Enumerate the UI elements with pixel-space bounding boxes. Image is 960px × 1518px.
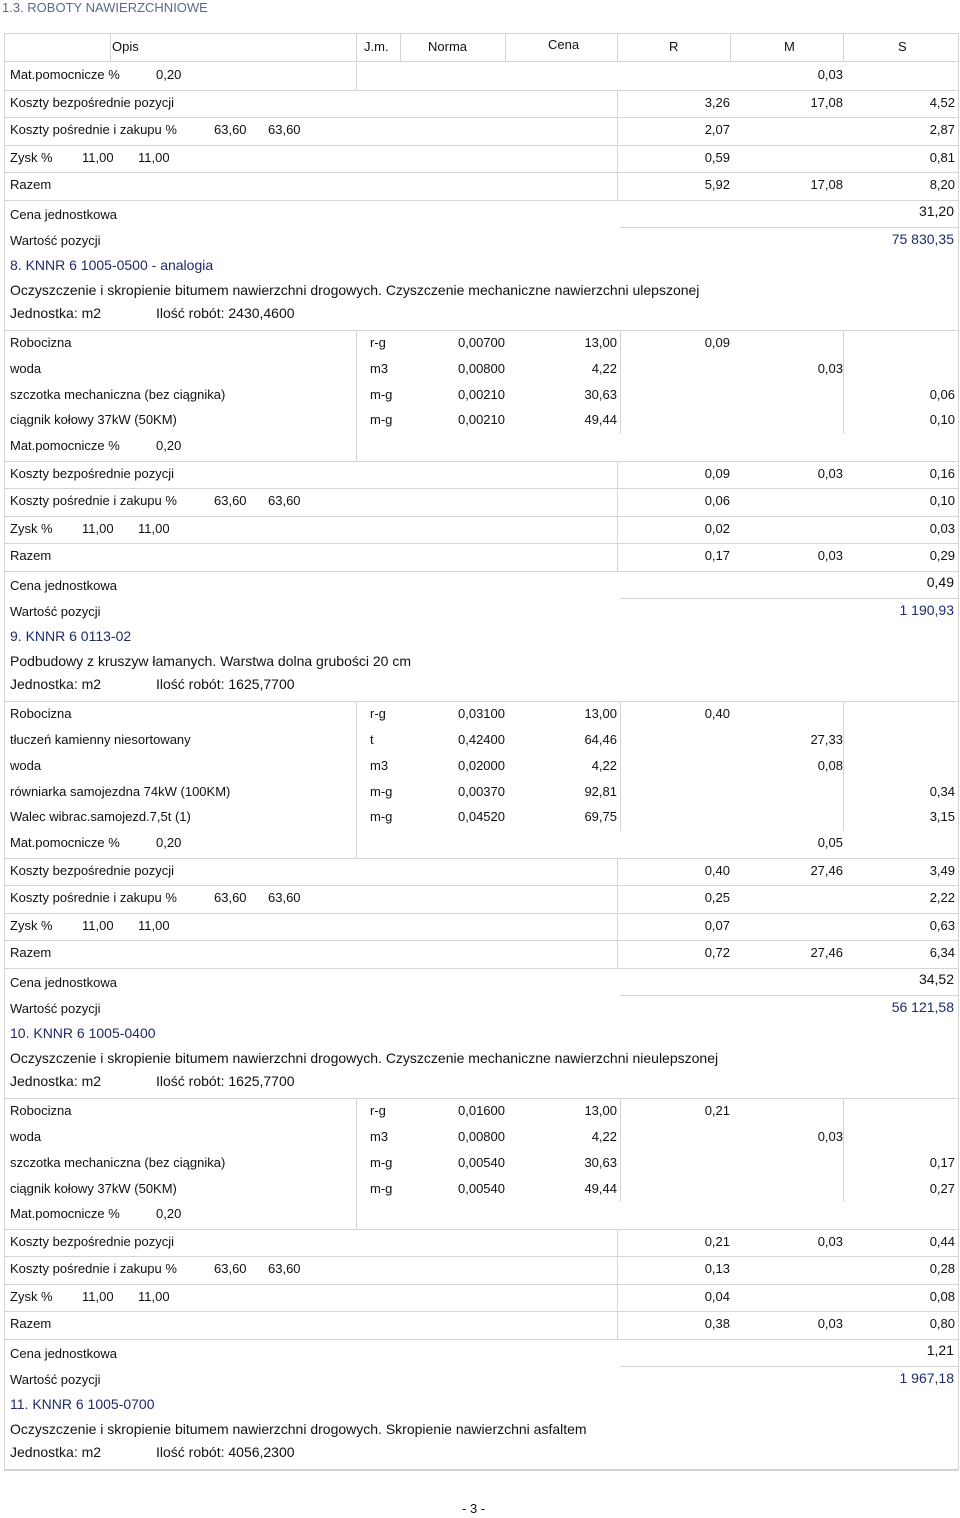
summary-label: Zysk % [10, 1288, 53, 1304]
section-title: 1.3. ROBOTY NAWIERZCHNIOWE [2, 0, 208, 15]
row-divider [4, 461, 958, 462]
mat-pomocnicze-percent: 0,20 [156, 835, 182, 851]
value-s: 2,22 [929, 890, 955, 906]
position-description: Podbudowy z kruszyw łamanych. Warstwa dolna grubości 20 cm [10, 652, 411, 669]
value-s: 0,08 [929, 1288, 955, 1304]
column-divider [356, 434, 357, 462]
resource-norma: 0,42400 [458, 732, 505, 747]
column-divider [356, 1177, 357, 1203]
column-divider [958, 33, 959, 1470]
resource-unit: r-g [370, 335, 386, 350]
resource-name: Robocizna [10, 706, 72, 722]
resource-price: 92,81 [584, 783, 617, 799]
value-r: 0,21 [704, 1233, 730, 1249]
column-divider [356, 831, 357, 859]
value-s: 0,29 [929, 548, 955, 564]
column-divider [356, 1151, 357, 1177]
value-r: 2,07 [704, 122, 730, 137]
column-divider [620, 1151, 621, 1177]
row-divider [4, 1311, 958, 1312]
value-m: 0,03 [817, 1233, 843, 1249]
column-divider [843, 33, 844, 61]
summary-label: Koszty bezpośrednie pozycji [10, 862, 175, 878]
column-divider [110, 33, 111, 61]
row-divider [4, 571, 958, 572]
resource-norma: 0,00700 [458, 335, 505, 350]
unit-price-label: Cena jednostkowa [10, 206, 117, 222]
resource-name: ciągnik kołowy 37kW (50KM) [10, 412, 177, 428]
resource-name: woda [10, 1129, 42, 1144]
value-s: 0,34 [929, 783, 955, 799]
value-s: 0,81 [929, 149, 955, 165]
value-m: 0,05 [817, 835, 843, 851]
row-divider [4, 1256, 958, 1257]
value-m: 17,08 [810, 94, 843, 110]
value-m: 0,03 [817, 360, 843, 376]
summary-label: Razem [10, 945, 52, 961]
value-r: 0,09 [704, 465, 730, 481]
mat-pomocnicze-label: Mat.pomocnicze % [10, 438, 120, 454]
column-divider [843, 1125, 844, 1151]
value-m: 27,33 [810, 732, 843, 747]
unit-price-value: 0,49 [926, 573, 954, 590]
column-divider [620, 331, 621, 357]
resource-price: 30,63 [584, 1154, 617, 1170]
position-value-label: Wartość pozycji [10, 1000, 101, 1016]
value-r: 5,92 [704, 177, 730, 192]
value-r: 0,72 [704, 945, 730, 961]
row-divider [4, 858, 958, 859]
column-divider [843, 357, 844, 383]
summary-percent-2: 63,60 [268, 493, 301, 509]
column-divider [620, 408, 621, 434]
value-s: 0,06 [929, 386, 955, 402]
row-divider [620, 1366, 958, 1367]
summary-percent: 11,00 [82, 149, 114, 165]
row-divider [4, 1229, 958, 1230]
resource-price: 13,00 [584, 1103, 617, 1119]
resource-name: równiarka samojezdna 74kW (100KM) [10, 783, 231, 799]
position-quantity: Ilość robót: 4056,2300 [156, 1444, 295, 1461]
resource-name: tłuczeń kamienny niesortowany [10, 732, 191, 747]
value-r: 0,40 [704, 706, 730, 722]
row-divider [4, 117, 958, 118]
value-r: 0,40 [704, 862, 730, 878]
resource-price: 30,63 [584, 386, 617, 402]
column-divider [617, 1312, 618, 1340]
value-r: 0,25 [704, 890, 730, 906]
value-r: 0,59 [704, 149, 730, 165]
row-divider [4, 543, 958, 544]
column-divider [356, 1125, 357, 1151]
column-divider [617, 941, 618, 969]
resource-price: 69,75 [584, 809, 617, 825]
position-value: 1 967,18 [899, 1369, 954, 1386]
value-m: 0,08 [817, 757, 843, 773]
value-s: 0,10 [929, 493, 955, 509]
value-r: 0,38 [704, 1316, 730, 1332]
column-divider [843, 408, 844, 434]
value-s: 0,44 [929, 1233, 955, 1249]
row-divider [620, 598, 958, 599]
column-header-s: S [898, 39, 907, 54]
value-s: 0,16 [929, 465, 955, 481]
resource-price: 64,46 [584, 732, 617, 747]
column-divider [620, 780, 621, 806]
column-divider [356, 1202, 357, 1230]
value-s: 0,10 [929, 412, 955, 428]
resource-unit: r-g [370, 706, 386, 722]
row-divider [4, 516, 958, 517]
column-divider [356, 357, 357, 383]
position-value: 56 121,58 [891, 998, 954, 1015]
value-m: 27,46 [810, 945, 843, 961]
column-divider [356, 408, 357, 434]
resource-price: 4,22 [591, 1129, 617, 1144]
column-divider [356, 331, 357, 357]
resource-norma: 0,01600 [458, 1103, 505, 1119]
resource-unit: t [370, 732, 374, 747]
column-divider [617, 914, 618, 942]
summary-percent-2: 63,60 [268, 122, 301, 137]
mat-pomocnicze-percent: 0,20 [156, 1206, 182, 1222]
row-divider [620, 995, 958, 996]
position-value-label: Wartość pozycji [10, 232, 101, 248]
resource-norma: 0,00210 [458, 386, 505, 402]
column-divider [356, 63, 357, 91]
position-value-label: Wartość pozycji [10, 603, 101, 619]
position-unit: Jednostka: m2 [10, 1073, 102, 1090]
row-divider [4, 913, 958, 914]
value-s: 4,52 [929, 94, 955, 110]
value-r: 0,07 [704, 917, 730, 933]
value-m: 17,08 [810, 177, 843, 192]
unit-price-label: Cena jednostkowa [10, 577, 117, 593]
value-m: 0,03 [817, 67, 843, 82]
position-description: Oczyszczenie i skropienie bitumem nawierzchni drogowych. Skropienie nawierzchni asfaltem [10, 1420, 587, 1437]
column-divider [617, 489, 618, 517]
unit-price-value: 1,21 [926, 1341, 954, 1358]
resource-price: 4,22 [591, 757, 617, 773]
column-divider [617, 118, 618, 146]
column-divider [4, 33, 5, 1470]
column-divider [356, 728, 357, 754]
column-divider [617, 1285, 618, 1313]
row-divider [620, 227, 958, 228]
position-quantity: Ilość robót: 1625,7700 [156, 1073, 295, 1090]
resource-price: 4,22 [591, 360, 617, 376]
summary-label: Razem [10, 177, 52, 192]
value-s: 8,20 [929, 177, 955, 192]
summary-percent: 11,00 [82, 1288, 114, 1304]
row-divider [4, 701, 958, 702]
column-divider [620, 1125, 621, 1151]
value-m: 0,03 [817, 1316, 843, 1332]
summary-percent: 63,60 [214, 122, 247, 137]
column-divider [843, 702, 844, 728]
resource-norma: 0,00370 [458, 783, 505, 799]
value-m: 27,46 [810, 862, 843, 878]
column-divider [617, 173, 618, 201]
resource-name: Robocizna [10, 335, 72, 350]
summary-label: Koszty bezpośrednie pozycji [10, 94, 175, 110]
resource-unit: m3 [370, 360, 389, 376]
summary-percent-2: 11,00 [138, 1288, 170, 1304]
summary-label: Koszty pośrednie i zakupu % [10, 493, 177, 509]
resource-unit: m-g [370, 809, 393, 825]
row-divider [4, 885, 958, 886]
value-s: 0,03 [929, 520, 955, 536]
column-header-m: M [784, 39, 795, 54]
summary-label: Koszty pośrednie i zakupu % [10, 890, 177, 906]
resource-unit: m-g [370, 386, 393, 402]
summary-percent-2: 11,00 [138, 149, 170, 165]
column-divider [617, 886, 618, 914]
row-divider [4, 330, 958, 331]
value-s: 3,15 [929, 809, 955, 825]
value-s: 0,27 [929, 1180, 955, 1196]
column-divider [843, 1151, 844, 1177]
table-bottom-border [4, 1470, 958, 1471]
position-quantity: Ilość robót: 1625,7700 [156, 676, 295, 693]
resource-name: ciągnik kołowy 37kW (50KM) [10, 1180, 177, 1196]
column-divider [843, 331, 844, 357]
position-quantity: Ilość robót: 2430,4600 [156, 305, 295, 321]
row-divider [4, 145, 958, 146]
column-header-norma: Norma [428, 39, 468, 54]
summary-percent: 63,60 [214, 493, 247, 509]
column-divider [617, 1257, 618, 1285]
column-divider [843, 780, 844, 806]
summary-percent: 63,60 [214, 890, 247, 906]
column-divider [617, 517, 618, 545]
value-r: 0,02 [704, 520, 730, 536]
column-divider [620, 728, 621, 754]
resource-unit: m-g [370, 783, 393, 799]
summary-percent: 11,00 [82, 520, 114, 536]
position-unit: Jednostka: m2 [10, 1444, 102, 1461]
position-description: Oczyszczenie i skropienie bitumem nawierzchni drogowych. Czyszczenie mechaniczne nawierzchni nieulepszonej [10, 1049, 719, 1066]
resource-norma: 0,00210 [458, 412, 505, 428]
unit-price-value: 34,52 [918, 970, 954, 987]
position-unit: Jednostka: m2 [10, 305, 102, 321]
position-value-label: Wartość pozycji [10, 1371, 101, 1387]
column-divider [843, 728, 844, 754]
resource-name: Robocizna [10, 1103, 72, 1119]
value-m: 0,03 [817, 548, 843, 564]
value-s: 0,17 [929, 1154, 955, 1170]
row-divider [4, 488, 958, 489]
summary-percent: 11,00 [82, 917, 114, 933]
summary-percent-2: 63,60 [268, 1261, 301, 1277]
column-divider [505, 33, 506, 61]
resource-norma: 0,04520 [458, 809, 505, 825]
mat-pomocnicze-percent: 0,20 [156, 438, 182, 454]
value-s: 6,34 [929, 945, 955, 961]
value-s: 2,87 [929, 122, 955, 137]
position-unit: Jednostka: m2 [10, 676, 102, 693]
column-divider [617, 91, 618, 119]
row-divider [4, 90, 958, 91]
column-divider [400, 33, 401, 61]
column-divider [620, 754, 621, 780]
column-divider [843, 1099, 844, 1125]
resource-norma: 0,00800 [458, 1129, 505, 1144]
mat-pomocnicze-label: Mat.pomocnicze % [10, 835, 120, 851]
resource-unit: r-g [370, 1103, 386, 1119]
column-divider [617, 1230, 618, 1258]
summary-label: Zysk % [10, 917, 53, 933]
summary-label: Zysk % [10, 520, 53, 536]
resource-name: Walec wibrac.samojezd.7,5t (1) [10, 809, 191, 825]
column-divider [356, 780, 357, 806]
row-divider [4, 968, 958, 969]
unit-price-label: Cena jednostkowa [10, 974, 117, 990]
position-description: Oczyszczenie i skropienie bitumem nawierzchni drogowych. Czyszczenie mechaniczne nawierzchni ulepszonej [10, 281, 700, 298]
resource-norma: 0,03100 [458, 706, 505, 722]
column-divider [620, 1177, 621, 1203]
resource-unit: m3 [370, 1129, 389, 1144]
resource-norma: 0,02000 [458, 757, 505, 773]
position-value: 75 830,35 [891, 230, 954, 247]
value-r: 0,04 [704, 1288, 730, 1304]
position-title: 10. KNNR 6 1005-0400 [10, 1024, 156, 1041]
resource-price: 13,00 [584, 335, 617, 350]
resource-unit: m-g [370, 1180, 393, 1196]
row-divider [4, 1339, 958, 1340]
header-divider [4, 61, 958, 62]
mat-pomocnicze-label: Mat.pomocnicze % [10, 1206, 120, 1222]
column-divider [617, 544, 618, 572]
value-r: 0,17 [704, 548, 730, 564]
row-divider [4, 940, 958, 941]
column-divider [356, 805, 357, 831]
column-divider [620, 702, 621, 728]
column-divider [617, 859, 618, 887]
value-r: 0,09 [704, 335, 730, 350]
column-divider [617, 462, 618, 490]
summary-label: Koszty bezpośrednie pozycji [10, 1233, 175, 1249]
value-r: 3,26 [704, 94, 730, 110]
column-divider [620, 1099, 621, 1125]
column-divider [620, 805, 621, 831]
resource-unit: m3 [370, 757, 389, 773]
value-s: 0,28 [929, 1261, 955, 1277]
summary-percent-2: 11,00 [138, 520, 170, 536]
summary-label: Razem [10, 548, 52, 564]
unit-price-value: 31,20 [918, 202, 954, 219]
value-s: 0,80 [929, 1316, 955, 1332]
column-header-r: R [669, 39, 679, 54]
row-divider [4, 1284, 958, 1285]
resource-price: 13,00 [584, 706, 617, 722]
resource-name: woda [10, 757, 42, 773]
column-divider [843, 805, 844, 831]
row-divider [4, 172, 958, 173]
mat-pomocnicze-percent: 0,20 [156, 67, 182, 82]
summary-label: Koszty pośrednie i zakupu % [10, 122, 177, 137]
resource-name: szczotka mechaniczna (bez ciągnika) [10, 386, 226, 402]
column-divider [356, 1099, 357, 1125]
resource-price: 49,44 [584, 412, 617, 428]
value-r: 0,21 [704, 1103, 730, 1119]
row-divider [4, 200, 958, 201]
resource-name: woda [10, 360, 42, 376]
summary-percent: 63,60 [214, 1261, 247, 1277]
column-divider [356, 754, 357, 780]
mat-pomocnicze-label: Mat.pomocnicze % [10, 67, 120, 82]
value-m: 0,03 [817, 1129, 843, 1144]
value-r: 0,13 [704, 1261, 730, 1277]
row-divider [4, 1098, 958, 1099]
position-value: 1 190,93 [899, 601, 954, 618]
position-title: 8. KNNR 6 1005-0500 - analogia [10, 256, 214, 273]
column-divider [617, 33, 618, 61]
column-header-opis: Opis [112, 39, 139, 54]
position-title: 9. KNNR 6 0113-02 [10, 627, 132, 644]
column-divider [730, 33, 731, 61]
resource-name: szczotka mechaniczna (bez ciągnika) [10, 1154, 226, 1170]
value-s: 3,49 [929, 862, 955, 878]
column-divider [843, 1177, 844, 1203]
column-divider [356, 33, 357, 61]
summary-percent-2: 11,00 [138, 917, 170, 933]
resource-price: 49,44 [584, 1180, 617, 1196]
summary-percent-2: 63,60 [268, 890, 301, 906]
summary-label: Koszty pośrednie i zakupu % [10, 1261, 177, 1277]
column-divider [843, 383, 844, 409]
resource-norma: 0,00540 [458, 1154, 505, 1170]
value-s: 0,63 [929, 917, 955, 933]
value-m: 0,03 [817, 465, 843, 481]
unit-price-label: Cena jednostkowa [10, 1345, 117, 1361]
column-header-cena: Cena [548, 37, 580, 52]
column-divider [356, 383, 357, 409]
resource-norma: 0,00540 [458, 1180, 505, 1196]
resource-norma: 0,00800 [458, 360, 505, 376]
resource-unit: m-g [370, 412, 393, 428]
value-r: 0,06 [704, 493, 730, 509]
table-top-border [4, 33, 958, 34]
summary-label: Razem [10, 1316, 52, 1332]
page-number: - 3 - [462, 1501, 486, 1516]
column-divider [620, 357, 621, 383]
column-divider [620, 383, 621, 409]
column-divider [843, 754, 844, 780]
column-header-jm: J.m. [364, 39, 389, 54]
column-divider [356, 702, 357, 728]
position-title: 11. KNNR 6 1005-0700 [10, 1395, 155, 1412]
summary-label: Koszty bezpośrednie pozycji [10, 465, 175, 481]
resource-unit: m-g [370, 1154, 393, 1170]
summary-label: Zysk % [10, 149, 53, 165]
column-divider [617, 146, 618, 174]
